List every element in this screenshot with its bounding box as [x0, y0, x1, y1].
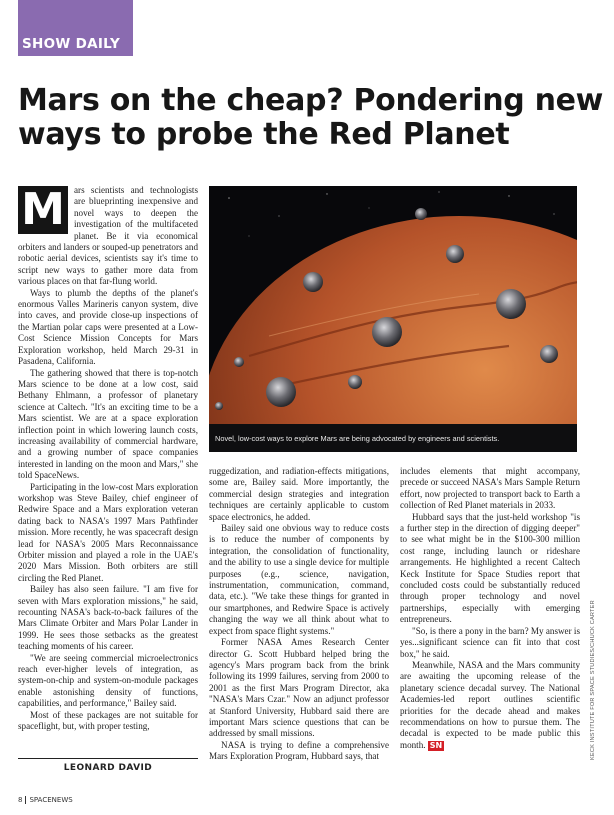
- paragraph-text: Meanwhile, NASA and the Mars community are awaiting the upcoming release of the planetary science decadal survey. The National Academies-led report outlines scientific priorities for the decade ahead and makes recommendations on how to pursue them. The decadal is expected to be made public this month.: [400, 659, 580, 750]
- paragraph: NASA is trying to define a comprehensive Mars Exploration Program, Hubbard says, that: [209, 739, 389, 762]
- paragraph: [400, 660, 580, 751]
- publication-name: SPACENEWS: [29, 796, 73, 804]
- paragraph: Participating in the low-cost Mars exploration workshop was Steve Bailey, chief engineer of Redwire Space and a Mars exploration veteran dating back to NASA's 1997 Mars Pathfinder mission. More recently, he was spacecraft design lead for NASA's 2005 Mars Reconnaissance Orbiter mission and played a role in the UAE's 2020 Mars Mission. Both orbiters are still circling the Red Planet.: [18, 481, 198, 583]
- photo-caption-bar: [209, 424, 577, 452]
- paragraph: Hubbard says that the just-held workshop "is a further step in the direction of digging deeper" to see what might be in the $100-300 million cost range, including launch or rideshare arrangements. He highlighted a recent Caltech Keck Institute for Space Studies report that concluded costs could be substantially reduced through proper technology and novel partnerships, especially with emerging entrepreneurs.: [400, 511, 580, 625]
- page-footer: [18, 796, 73, 804]
- paragraph: "We are seeing commercial microelectronics reach ever-higher levels of integration, as system-on-chip and system-on-module packages enable astonishing density of functions, capabilities, and performance," Bailey said.: [18, 652, 198, 709]
- drop-cap: M: [18, 186, 68, 234]
- paragraph: Bailey said one obvious way to reduce costs is to reduce the number of components by integration, the consolidation of functionality, and the ability to use a single device for multiple purposes (e.g., science, navigation, instrumentation, communication, command, data, etc.). "We take these things for granted in our smartphones, and Redwire Space is actively changing the way we all think about what to expect from space flight systems.": [209, 523, 389, 636]
- author-byline: LEONARD DAVID: [63, 763, 153, 773]
- paragraph: Bailey has also seen failure. "I am five for seven with Mars exploration missions," he said, recounting NASA's back-to-back failures of the Mars Climate Orbiter and Mars Polar Lander in 1999. He sees those setbacks as the greatest teaching moments of his career.: [18, 584, 198, 652]
- article-column-1: [18, 185, 198, 733]
- byline-divider: [18, 758, 198, 759]
- paragraph: [18, 185, 198, 288]
- mars-illustration-graphic: [209, 186, 577, 424]
- photo-credit: KECK INSTITUTE FOR SPACE STUDIES/CHUCK CARTER: [590, 600, 596, 760]
- photo-caption: Novel, low-cost ways to explore Mars are being advocated by engineers and scientists.: [215, 433, 500, 443]
- paragraph: ruggedization, and radiation-effects mitigations, some are, Bailey said. More importantly, the commercial design strategies and integration techniques are certainly applicable to custom space electronics, he added.: [209, 466, 389, 522]
- article-headline: Mars on the cheap? Pondering new ways to probe the Red Planet: [18, 83, 604, 152]
- paragraph: Former NASA Ames Research Center director G. Scott Hubbard helped bring the agency's Mars program back from the brink following its 1999 failures, serving from 2000 to 2001 as the first Mars Program Director, aka "NASA's Mars Czar." Now an adjunct professor at Stanford University, Hubbard said there are important Mars science questions that can be addressed by small missions.: [209, 637, 389, 739]
- section-badge: [18, 0, 133, 56]
- mars-illustration: [209, 186, 577, 424]
- paragraph-text: ars scientists and technologists are blueprinting inexpensive and novel ways to deepen the investigation of the multifaceted planet. Be it via economical orbiters and landers or souped-up penetrators and robotic aerial devices, scientists say it's time to script new ways to gather more data from various places on that far-flung world.: [18, 185, 198, 287]
- paragraph: Ways to plumb the depths of the planet's enormous Valles Marineris canyon system, dive into caves, and provide close-up inspections of the Martian polar caps were presented at a Low-Cost Science Mission Concepts for Mars Exploration workshop, held March 29-31 in Pasadena, California.: [18, 287, 198, 367]
- paragraph: Most of these packages are not suitable for spaceflight, but, with proper testing,: [18, 709, 198, 732]
- paragraph: includes elements that might accompany, precede or succeed NASA's Mars Sample Return effort, now projected to transport back to Earth a collection of Red Planet materials in 2033.: [400, 466, 580, 511]
- paragraph: "So, is there a pony in the barn? My answer is yes...significant science can fit into that cost box," he said.: [400, 625, 580, 659]
- article-column-2: [209, 466, 389, 763]
- footer-divider: [25, 796, 26, 804]
- section-badge-label: SHOW DAILY: [22, 36, 121, 52]
- paragraph: The gathering showed that there is top-notch Mars science to be done at a low cost, said Bethany Ehlmann, a professor of planetary science at Caltech. "It's an exciting time to be a Mars scientist. We are at a space exploration inflection point in which lowering launch costs, increasing availability of commercial hardware, and a growing number of space companies interested in landing on the moon and Mars," she told SpaceNews.: [18, 367, 198, 481]
- article-column-3: [400, 466, 580, 751]
- page-number: 8: [18, 796, 23, 804]
- end-mark-logo: SN: [429, 740, 443, 750]
